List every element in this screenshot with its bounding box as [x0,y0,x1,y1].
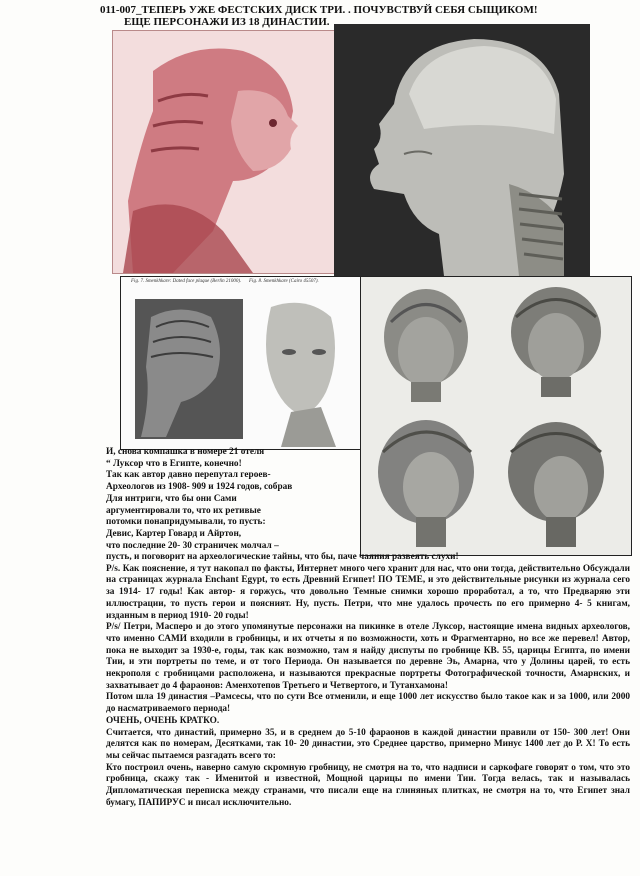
body-paragraph: Считается, что династий, примерно 35, и в среднем до 5-10 фараонов в каждой династии правили от 150- 300 лет! Они делятся как по номерам, Десятками, так 10- 20 династии, это Среднее царство, примерно Минус 1400 лет до Р. Х! То есть мы сейчас пытаемся разгадать всего то: [106,727,630,761]
body-paragraph: Потом шла 19 династия –Рамсесы, что по сути Все отменили, и еще 1000 лет искусство было такое как и за 1000, или 2000 до насматриваемого периода! [106,692,630,715]
intro-line: Так как автор давно перепутал героев- [106,470,271,481]
intro-line: аргументировали то, что их ретивые [106,505,261,516]
photo-red-statuette [112,30,336,274]
intro-line: И, снова компашка в номере 21 отеля [106,447,265,457]
photo-four-heads [360,276,632,556]
intro-line: “ Луксор что в Египте, конечно! [106,458,242,469]
page-subheading: ЕЩЕ ПЕРСОНАЖИ ИЗ 18 ДИНАСТИИ. [124,16,330,28]
statuette-profile-image [113,31,335,273]
body-paragraph: Кто построил очень, наверно самую скромную гробницу, не смотря на то, что надписи и саркофаге говорят о том, что это гробница, скажу так - Именитой и известной, Мощной царицы по имени Тии. Тогда велась, так и называлась Дипломатическая переписка между странами, что писали еще на глиняных плитках, не смотря на то, что Египет знал бумагу, ПАПИРУС и писал исключительно. [106,762,630,808]
intro-line: Девис, Картер Говард и Айртон, [106,528,242,539]
photo-grey-stone-head [334,24,590,276]
intro-line: что последние 20- 30 страничек молчал – [106,540,279,551]
caption-fig7: Fig. 7. Smenkhkare: Dated face plaque (Berlin 21000). [131,279,242,284]
body-paragraph: P/s/ Петри, Масперо и до этого упомянутые персонажи на пикинке в отеле Луксор, настоящие имена видных археологов, что именно САМИ входили в гробницы, и их отчеты я по возможности, хоть и Фрагментарно, но все же перевел! Автор, пока не выходит за 1930-е, годы, так как возможно, там я найду диспуты по гробнице КВ. 55, царицы Египта, по имени Тии, и эти портреты по теме, и от того Периода. Он называется по деревне Эь, Амарна, что у Долины царей, то есть некрополя с гробницами расположена, и называются прекрасные портреты Фотографической точности, Амарнских, и захватывает до 4 фараонов: Аменхотепов Третьего и Четвертого, и Тутанхамона! [106,622,630,691]
body-paragraph: ОЧЕНЬ, ОЧЕНЬ КРАТКО. [106,715,220,726]
caption-fig8: Fig. 8. Smenkhkare (Cairo 45507). [249,279,319,284]
body-paragraph: P/s. Как пояснение, я тут накопал по факты, Интернет много чего хранит для нас, что они тогда, действительно Обсуждали на страницах журнала Enchant Egypt, то есть Древний Египет! ПО ТЕМЕ, и это действительные рисунки из журнала сего за 1914- 17 годы! Как автор- я горжусь, что довольно Темные снимки хорошо проработал, а то, что Предваряю эти иллюстрации, то пусть герои и поясният. Ну, пусть. Петри, что мне удалось прочесть по его примерно 4- 5 книгам, изданным в период 1910- 20 годы! [106,563,630,621]
four-heads-image [361,277,631,555]
intro-text-block [106,447,356,552]
intro-line: Археологов из 1908- 909 и 1924 годов, собрав [106,482,293,493]
body-paragraph: пусть, и поговорит на археологические тайны, что бы, паче чаяния развеять слухи! [106,552,459,562]
figure-plate-smenkhkare [120,276,362,450]
intro-line: Для интриги, что бы они Сами [106,493,237,504]
page-heading: 011-007_ТЕПЕРЬ УЖЕ ФЕСТСКИХ ДИСК ТРИ. . ПОЧУВСТВУЙ СЕБЯ СЫЩИКОМ! [100,4,538,16]
body-text-block [106,552,630,809]
intro-line: потомки понапридумывали, то пусть: [106,517,266,528]
stone-head-image [334,24,590,276]
relief-and-bust-image [121,277,361,449]
